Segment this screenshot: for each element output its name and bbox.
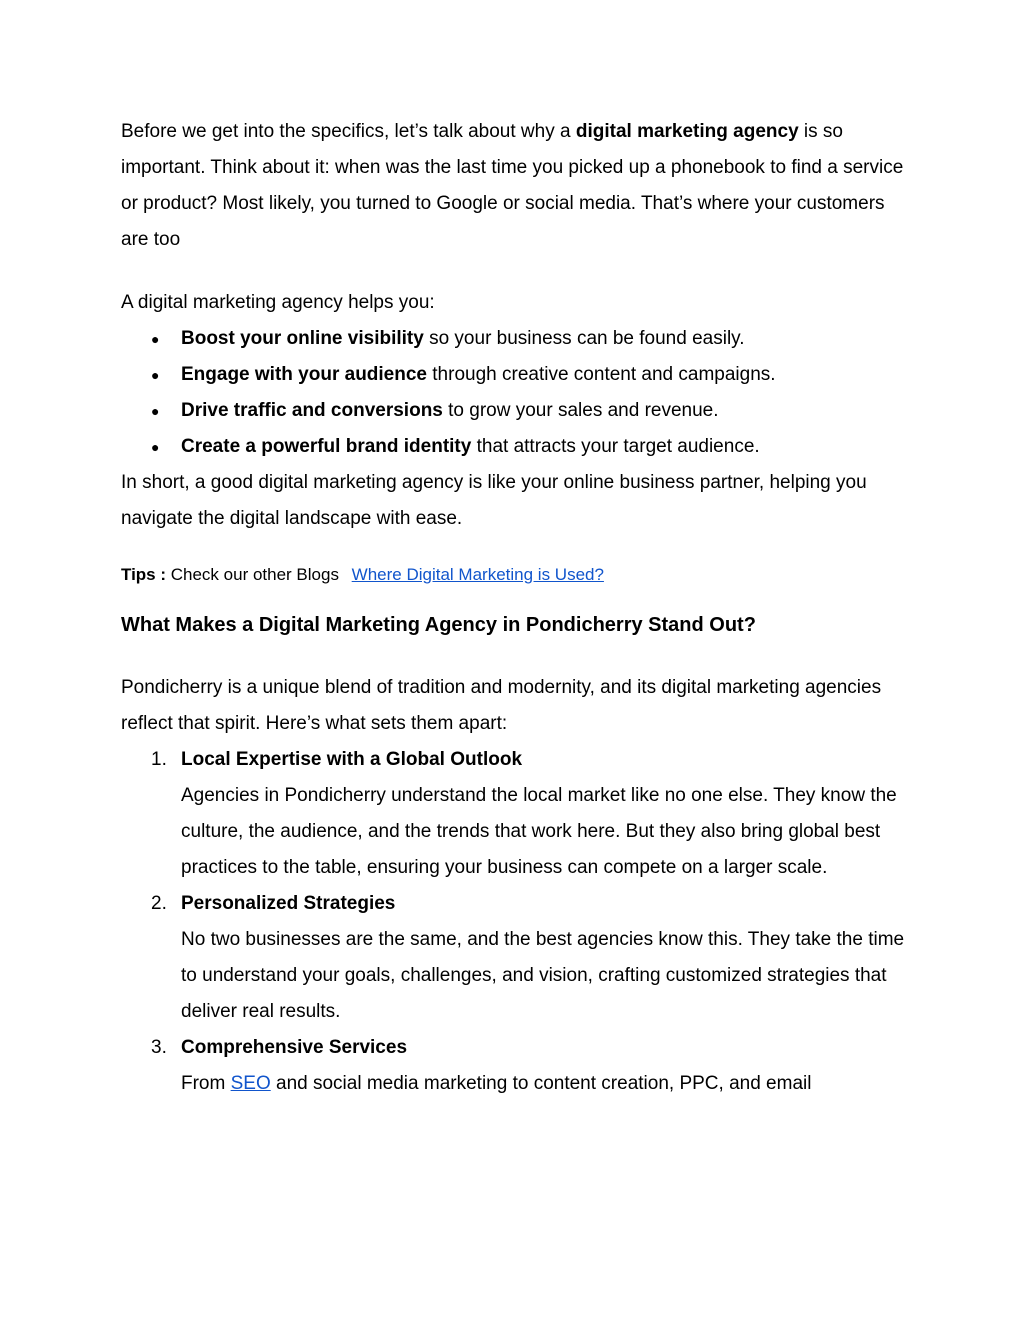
features-list [121, 742, 911, 1102]
section-intro: Pondicherry is a unique blend of tradition and modernity, and its digital marketing agencies reflect that spirit. Here’s what sets them apart: [121, 677, 882, 734]
list-item-title: Local Expertise with a Global Outlook [181, 749, 523, 770]
list-item-title: Comprehensive Services [181, 1037, 408, 1058]
section-heading: What Makes a Digital Marketing Agency in Pondicherry Stand Out? [121, 614, 756, 636]
list-item [121, 393, 911, 429]
tips-line [121, 560, 911, 590]
list-item [121, 429, 911, 465]
summary-paragraph: In short, a good digital marketing agency is like your online business partner, helping you navigate the digital landscape with ease. [121, 472, 867, 529]
list-item [121, 357, 911, 393]
list-item-body: No two businesses are the same, and the best agencies know this. They take the time to understand your goals, challenges, and vision, crafting customized strategies that deliver real results. [181, 929, 905, 1022]
bullet-icon: ● [151, 403, 160, 419]
list-item-text: to grow your sales and revenue. [442, 400, 719, 421]
list-item-bold: Engage with your audience [181, 364, 427, 385]
list-number: 1. [151, 749, 167, 770]
list-item [121, 886, 911, 1030]
list-number: 2. [151, 893, 167, 914]
list-item-text: so your business can be found easily. [423, 328, 745, 349]
list-item-body-end: and social media marketing to content creation, PPC, and email [270, 1073, 812, 1094]
seo-link[interactable]: SEO [230, 1073, 271, 1094]
document-page [121, 114, 911, 1102]
tips-label: Tips : [121, 565, 171, 584]
list-item-bold: Boost your online visibility [181, 328, 424, 349]
intro-text-start: Before we get into the specifics, let’s talk about why a [121, 121, 576, 142]
list-item [121, 321, 911, 357]
tips-text: Check our other Blogs [170, 565, 344, 584]
intro-text-end: is so important. Think about it: when was the last time you picked up a phonebook to find a service or product? Most likely, you turned to Google or social media. That’s where your customers are too [121, 121, 904, 250]
intro-paragraph [121, 114, 911, 258]
blog-link[interactable]: Where Digital Marketing is Used? [351, 565, 604, 584]
list-item-body-start: From [181, 1073, 231, 1094]
list-item-bold: Drive traffic and conversions [181, 400, 443, 421]
list-item [121, 1030, 911, 1102]
bullet-icon: ● [151, 439, 160, 455]
helps-list [121, 321, 911, 465]
list-item-bold: Create a powerful brand identity [181, 436, 472, 457]
list-item-text: through creative content and campaigns. [427, 364, 776, 385]
intro-bold-phrase: digital marketing agency [575, 121, 799, 142]
bullet-icon: ● [151, 367, 160, 383]
list-number: 3. [151, 1037, 167, 1058]
list-item-title: Personalized Strategies [181, 893, 396, 914]
helps-lead: A digital marketing agency helps you: [121, 292, 435, 313]
list-item-body: Agencies in Pondicherry understand the local market like no one else. They know the culture, the audience, and the trends that work here. But they also bring global best practices to the table, ensuring your business can compete on a larger scale. [181, 785, 897, 878]
bullet-icon: ● [151, 331, 160, 347]
list-item [121, 742, 911, 886]
list-item-text: that attracts your target audience. [471, 436, 760, 457]
